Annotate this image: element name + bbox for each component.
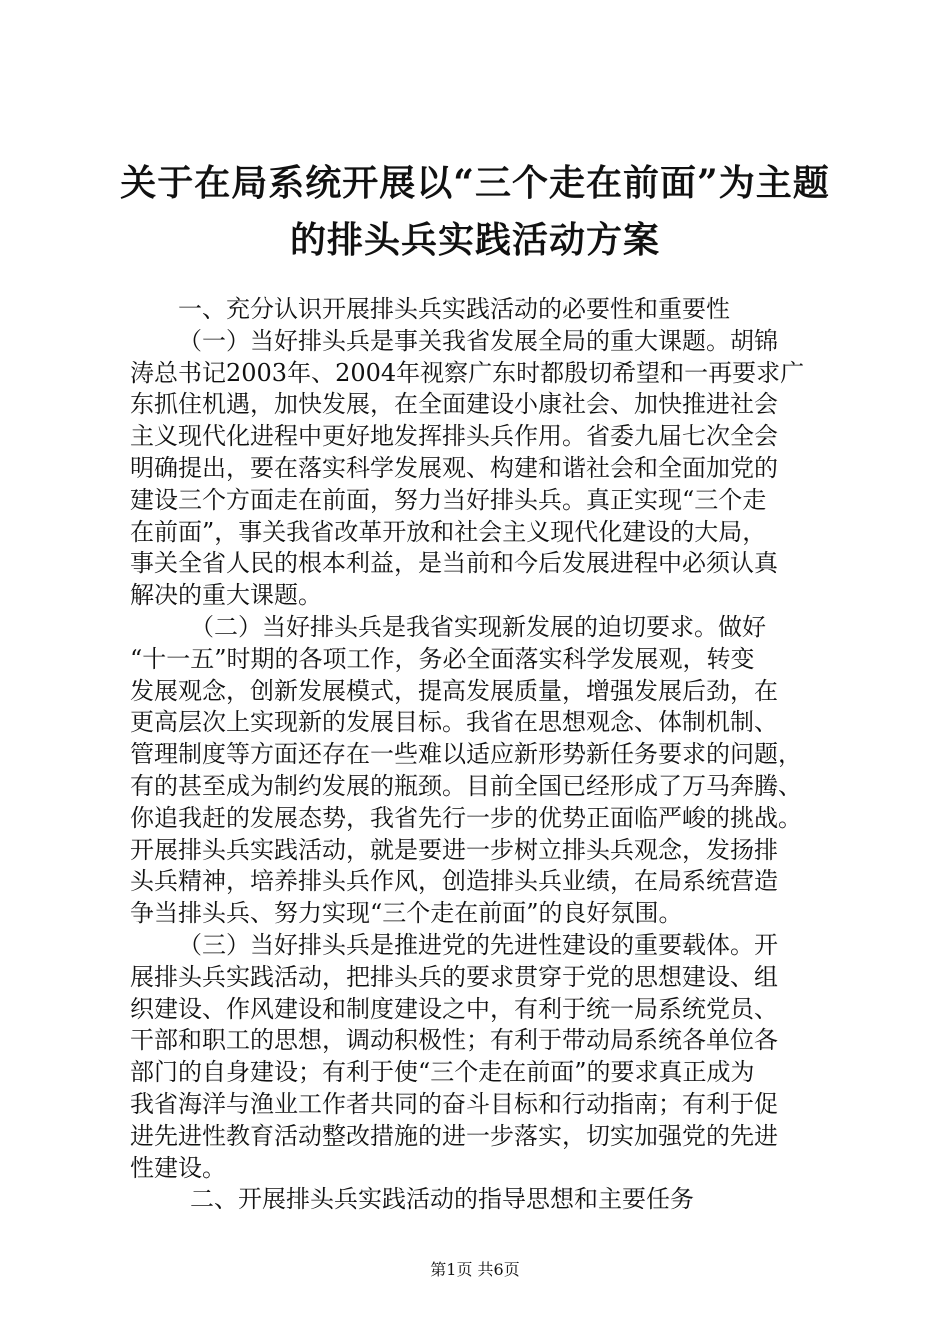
body-line: （二）当好排头兵是我省实现新发展的迫切要求。做好 bbox=[190, 612, 766, 641]
body-line: 事关全省人民的根本利益，是当前和今后发展进程中必须认真 bbox=[130, 549, 778, 578]
body-line: 你追我赶的发展态势，我省先行一步的优势正面临严峻的挑战。 bbox=[130, 803, 802, 832]
body-line: 展排头兵实践活动，把排头兵的要求贯穿于党的思想建设、组 bbox=[130, 962, 778, 991]
body-line: 明确提出，要在落实科学发展观、构建和谐社会和全面加党的 bbox=[130, 453, 778, 482]
body-line: 主义现代化进程中更好地发挥排头兵作用。省委九届七次全会 bbox=[130, 422, 778, 451]
body-line: 我省海洋与渔业工作者共同的奋斗目标和行动指南；有利于促 bbox=[130, 1089, 778, 1118]
body-line: 发展观念，创新发展模式，提高发展质量，增强发展后劲，在 bbox=[130, 676, 778, 705]
document-title-line-2: 的排头兵实践活动方案 bbox=[289, 219, 660, 261]
document-title-line-1: 关于在局系统开展以“三个走在前面”为主题 bbox=[120, 162, 830, 204]
body-line: 更高层次上实现新的发展目标。我省在思想观念、体制机制、 bbox=[130, 708, 778, 737]
body-line: 东抓住机遇，加快发展，在全面建设小康社会、加快推进社会 bbox=[130, 390, 778, 419]
body-line: 解决的重大课题。 bbox=[130, 581, 322, 610]
body-line: （三）当好排头兵是推进党的先进性建设的重要载体。开 bbox=[178, 930, 778, 959]
body-line: 管理制度等方面还存在一些难以适应新形势新任务要求的问题， bbox=[130, 740, 802, 769]
body-line: 干部和职工的思想，调动积极性；有利于带动局系统各单位各 bbox=[130, 1026, 778, 1055]
body-line: 一、充分认识开展排头兵实践活动的必要性和重要性 bbox=[178, 295, 730, 323]
body-line: （一）当好排头兵是事关我省发展全局的重大课题。胡锦 bbox=[178, 326, 778, 355]
body-line: 建设三个方面走在前面，努力当好排头兵。真正实现“三个走 bbox=[130, 485, 767, 514]
document-body bbox=[130, 294, 830, 1216]
body-line: 有的甚至成为制约发展的瓶颈。目前全国已经形成了万马奔腾、 bbox=[130, 771, 802, 800]
body-line: 进先进性教育活动整改措施的进一步落实，切实加强党的先进 bbox=[130, 1121, 778, 1150]
body-line: 织建设、作风建设和制度建设之中，有利于统一局系统党员、 bbox=[130, 994, 778, 1023]
body-line: 开展排头兵实践活动，就是要进一步树立排头兵观念，发扬排 bbox=[130, 835, 778, 864]
body-line: 性建设。 bbox=[130, 1153, 226, 1182]
body-line: 在前面”，事关我省改革开放和社会主义现代化建设的大局， bbox=[130, 517, 767, 546]
body-line: 头兵精神，培养排头兵作风，创造排头兵业绩，在局系统营造 bbox=[130, 867, 778, 896]
body-line: 涛总书记2003年、2004年视察广东时都殷切希望和一再要求广 bbox=[130, 358, 805, 387]
page-footer: 第1页 共6页 bbox=[430, 1260, 520, 1279]
body-line: 争当排头兵、努力实现“三个走在前面”的良好氛围。 bbox=[130, 899, 683, 928]
body-line: 部门的自身建设；有利于使“三个走在前面”的要求真正成为 bbox=[130, 1058, 755, 1087]
body-line: 二、开展排头兵实践活动的指导思想和主要任务 bbox=[190, 1185, 694, 1214]
body-line: “十一五”时期的各项工作，务必全面落实科学发展观，转变 bbox=[130, 644, 755, 673]
